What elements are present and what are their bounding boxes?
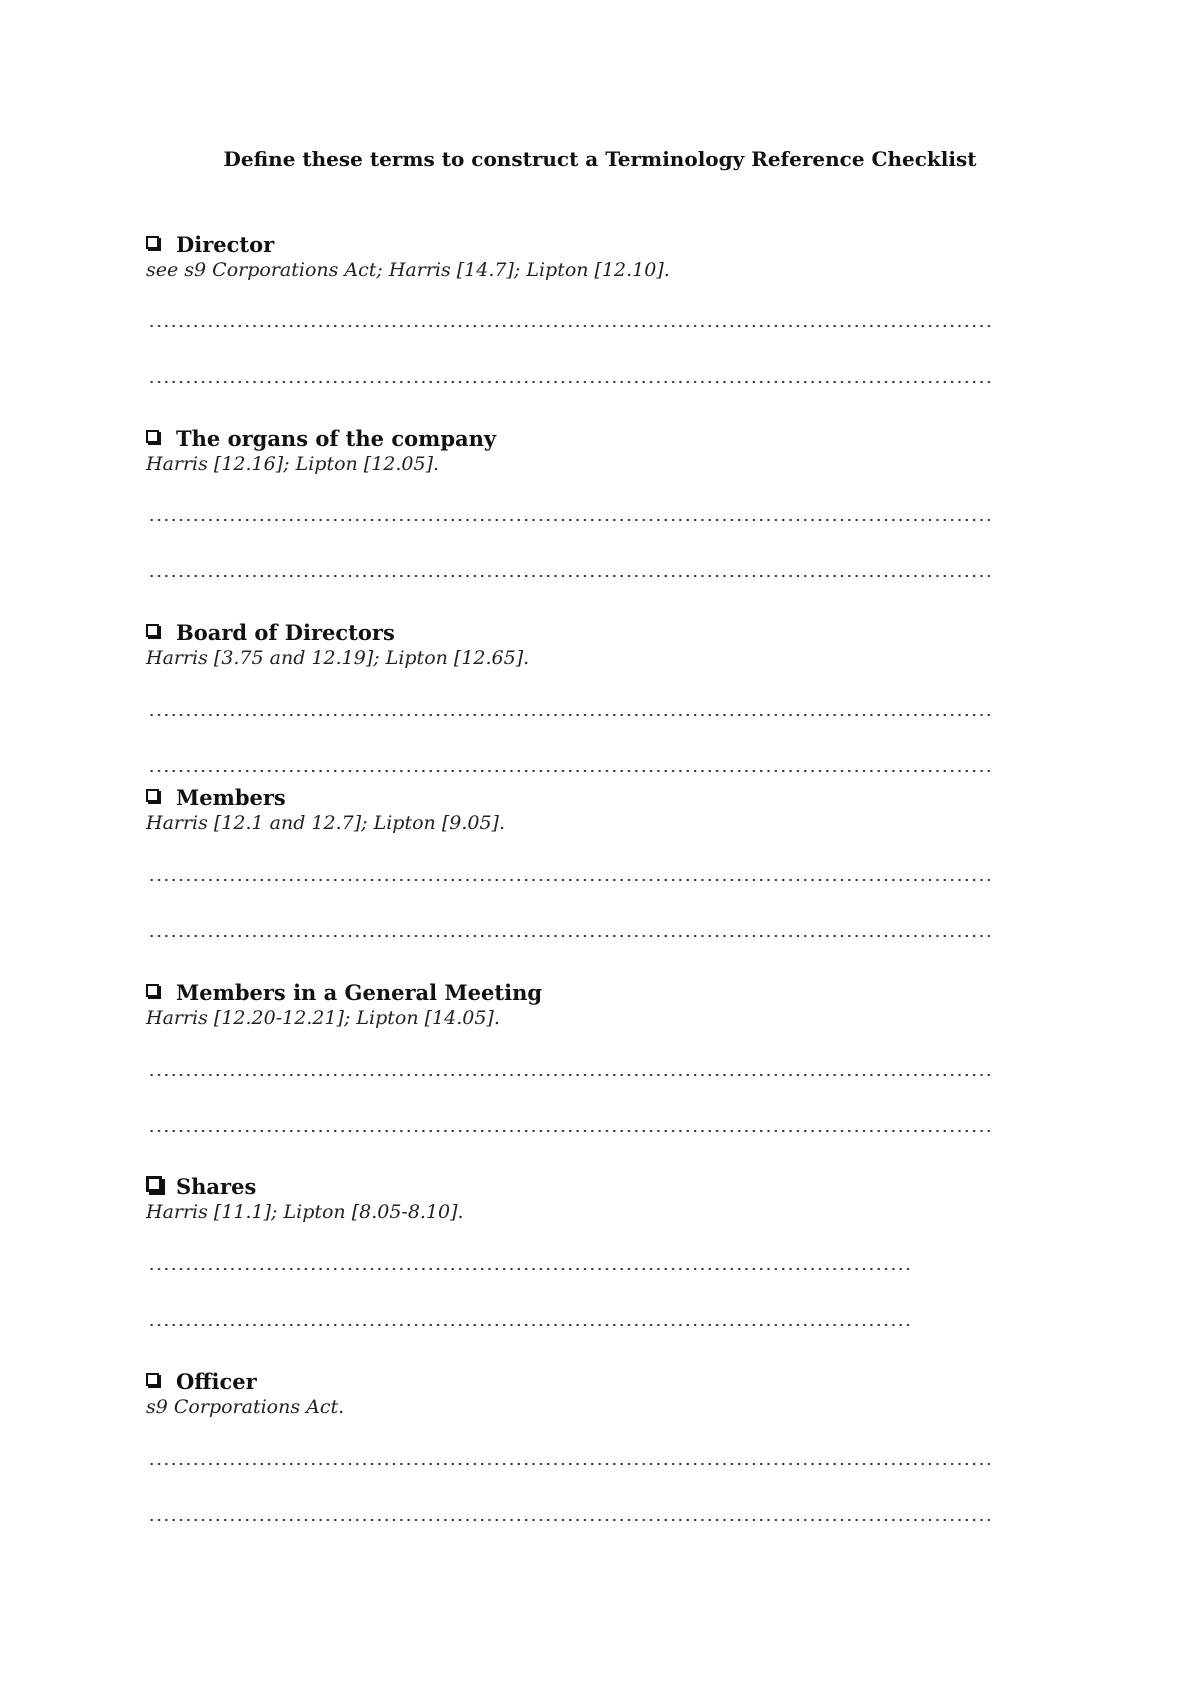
term-reference: Harris [11.1]; Lipton [8.05-8.10]. (146, 1201, 464, 1223)
term-heading (146, 980, 542, 1004)
term-heading (146, 426, 496, 450)
term-heading (146, 785, 286, 809)
term-heading (146, 232, 274, 256)
term-label: Director (176, 231, 275, 257)
term-label: Members in a General Meeting (176, 979, 543, 1005)
term-reference: see s9 Corporations Act; Harris [14.7]; Lipton [12.10]. (146, 259, 670, 281)
term-label: Officer (176, 1368, 257, 1394)
answer-line[interactable] (148, 379, 990, 385)
answer-line[interactable] (148, 877, 990, 883)
term-heading (146, 620, 395, 644)
checkbox-icon[interactable] (146, 1373, 159, 1386)
answer-line[interactable] (148, 1322, 912, 1328)
checkbox-icon[interactable] (146, 789, 159, 802)
term-label: Shares (176, 1173, 257, 1199)
checkbox-icon[interactable] (146, 236, 159, 249)
answer-line[interactable] (148, 1128, 990, 1134)
answer-line[interactable] (148, 933, 990, 939)
term-reference: s9 Corporations Act. (146, 1396, 345, 1418)
answer-line[interactable] (148, 1072, 990, 1078)
answer-line[interactable] (148, 323, 990, 329)
answer-line[interactable] (148, 1517, 990, 1523)
term-reference: Harris [12.20-12.21]; Lipton [14.05]. (146, 1007, 500, 1029)
term-reference: Harris [3.75 and 12.19]; Lipton [12.65]. (146, 647, 530, 669)
term-label: Board of Directors (176, 619, 395, 645)
answer-line[interactable] (148, 517, 990, 523)
page-title: Define these terms to construct a Terminology Reference Checklist (223, 147, 977, 171)
checkbox-icon[interactable] (146, 624, 159, 637)
checkbox-icon[interactable] (146, 984, 159, 997)
checkbox-icon[interactable] (146, 1176, 162, 1192)
term-label: Members (176, 784, 286, 810)
answer-line[interactable] (148, 768, 990, 774)
term-heading (146, 1369, 257, 1393)
term-heading (146, 1174, 256, 1198)
answer-line[interactable] (148, 712, 990, 718)
answer-line[interactable] (148, 1461, 990, 1467)
answer-line[interactable] (148, 1266, 912, 1272)
checkbox-icon[interactable] (146, 430, 159, 443)
term-label: The organs of the company (176, 425, 497, 451)
answer-line[interactable] (148, 573, 990, 579)
term-reference: Harris [12.16]; Lipton [12.05]. (146, 453, 440, 475)
term-reference: Harris [12.1 and 12.7]; Lipton [9.05]. (146, 812, 505, 834)
